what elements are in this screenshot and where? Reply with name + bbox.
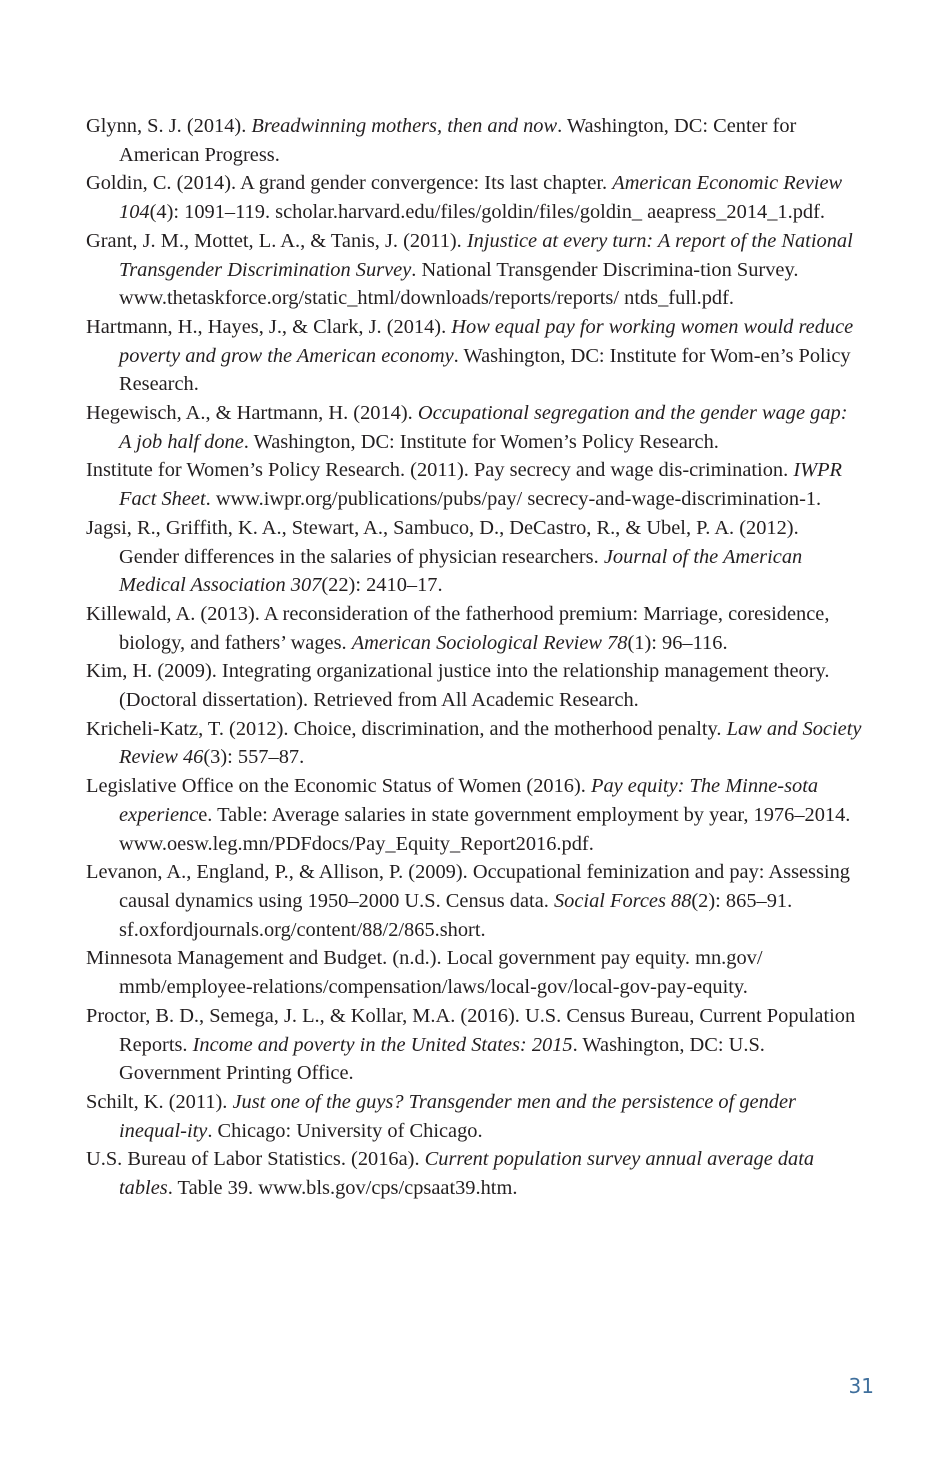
reference-entry-hegewisch xyxy=(86,399,862,456)
reference-italic-title: Current population survey annual average data tables xyxy=(119,1148,815,1200)
reference-list xyxy=(86,112,862,1203)
reference-plain: Kricheli-Katz, T. (2012). Choice, discrimination, and the motherhood penalty. xyxy=(86,717,727,740)
reference-italic-title: Income and poverty in the United States: 2015 xyxy=(192,1033,573,1056)
reference-plain: Glynn, S. J. (2014). xyxy=(86,115,252,137)
reference-plain: Legislative Office on the Economic Status of Women (2016). xyxy=(86,775,591,798)
reference-entry-killewald xyxy=(86,600,862,657)
reference-plain: . Chicago: University of Chicago. xyxy=(207,1119,483,1142)
reference-entry-jagsi xyxy=(86,514,862,600)
reference-plain: Goldin, C. (2014). A grand gender convergence: Its last chapter. xyxy=(86,172,613,195)
reference-plain: . Washington, DC: Institute for Wom-en’s Policy Research. xyxy=(119,344,851,396)
reference-italic-title: Occupational segregation and the gender wage gap: A job half done xyxy=(119,402,848,453)
reference-plain: . www.iwpr.org/publications/pubs/pay/ secrecy-and-wage-discrimination-1. xyxy=(205,488,822,511)
reference-plain: . Table 39. www.bls.gov/cps/cpsaat39.htm. xyxy=(167,1177,518,1200)
reference-italic-title: How equal pay for working women would reduce poverty and grow the American economy xyxy=(119,315,854,367)
reference-italic-title: American Economic Review 104 xyxy=(119,172,843,224)
reference-plain: Grant, J. M., Mottet, L. A., & Tanis, J. (2011). xyxy=(86,229,467,252)
reference-entry-minnesota-mmb xyxy=(86,944,862,1001)
reference-plain: Institute for Women’s Policy Research. (2011). Pay secrecy and wage dis-crimination. xyxy=(86,459,794,482)
reference-plain: Levanon, A., England, P., & Allison, P. (2009). Occupational feminization and pay: Assessing causal dynamics using 1950–2000 U.S. Census data. xyxy=(86,861,850,912)
reference-entry-hartmann xyxy=(86,313,862,399)
reference-plain: . National Transgender Discrimina-tion Survey. www.thetaskforce.org/static_html/downloads/reports/reports/ ntds_full.pdf. xyxy=(119,258,799,310)
reference-plain: Jagsi, R., Griffith, K. A., Stewart, A., Sambuco, D., DeCastro, R., & Ubel, P. A. (2012). Gender differences in the salaries of physician researchers. xyxy=(86,516,799,568)
reference-entry-bls xyxy=(86,1145,862,1202)
reference-italic-title: Journal of the American Medical Association 307 xyxy=(119,545,803,597)
reference-plain: Schilt, K. (2011). xyxy=(86,1090,233,1113)
reference-italic-title: Breadwinning mothers, then and now xyxy=(251,115,558,137)
page-number: 31 xyxy=(848,1374,874,1398)
reference-plain: U.S. Bureau of Labor Statistics. (2016a). xyxy=(86,1148,425,1171)
reference-entry-glynn xyxy=(86,112,862,169)
reference-italic-title: Law and Society Review 46 xyxy=(119,717,862,769)
reference-italic-title: Just one of the guys? Transgender men and the persistence of gender inequal-ity xyxy=(119,1090,796,1142)
reference-entry-legislative-office xyxy=(86,772,862,858)
reference-plain: Minnesota Management and Budget. (n.d.). Local government pay equity. mn.gov/ mmb/employee-relations/compensation/laws/local-gov/local-gov-pay-equity. xyxy=(86,947,763,999)
reference-plain: e. Table: Average salaries in state government employment by year, 1976–2014. www.oesw.leg.mn/PDFdocs/Pay_Equity_Report2016.pdf. xyxy=(119,803,851,855)
reference-entry-levanon xyxy=(86,858,862,944)
reference-entry-kim xyxy=(86,657,862,714)
reference-italic-title: American Sociological Review 78 xyxy=(351,631,628,654)
reference-plain: Killewald, A. (2013). A reconsideration of the fatherhood premium: Marriage, coresidence, biology, and fathers’ wages. xyxy=(86,602,830,654)
reference-plain: . Washington, DC: Center for American Progress. xyxy=(119,115,797,166)
reference-italic-title: Social Forces 88 xyxy=(553,889,692,912)
reference-plain: Proctor, B. D., Semega, J. L., & Kollar, M.A. (2016). U.S. Census Bureau, Current Population Reports. xyxy=(86,1004,856,1056)
reference-entry-goldin xyxy=(86,169,862,226)
reference-plain: (4): 1091–119. scholar.harvard.edu/files/goldin/files/goldin_ aeapress_2014_1.pdf. xyxy=(149,201,825,224)
reference-entry-kricheli-katz xyxy=(86,715,862,772)
reference-plain: (22): 2410–17. xyxy=(321,574,443,597)
reference-italic-title: Pay equity: The Minne-sota experienc xyxy=(119,775,819,826)
reference-italic-title: Injustice at every turn: A report of the National Transgender Discrimination Survey xyxy=(119,229,853,281)
reference-plain: . Washington, DC: Institute for Women’s Policy Research. xyxy=(243,430,719,453)
reference-plain: . Washington, DC: U.S. Government Printing Office. xyxy=(119,1033,765,1085)
reference-entry-grant xyxy=(86,227,862,313)
reference-entry-proctor xyxy=(86,1002,862,1088)
reference-entry-schilt xyxy=(86,1088,862,1145)
reference-italic-title: IWPR Fact Sheet xyxy=(119,459,842,511)
reference-plain: (3): 557–87. xyxy=(203,746,305,769)
reference-plain: Kim, H. (2009). Integrating organizational justice into the relationship management theory. (Doctoral dissertation). Retrieved from All Academic Research. xyxy=(86,660,830,712)
reference-plain: (2): 865–91. sf.oxfordjournals.org/content/88/2/865.short. xyxy=(119,889,793,941)
reference-plain: Hegewisch, A., & Hartmann, H. (2014). xyxy=(86,402,418,425)
reference-plain: Hartmann, H., Hayes, J., & Clark, J. (2014). xyxy=(86,315,452,338)
reference-entry-iwpr xyxy=(86,456,862,513)
reference-plain: (1): 96–116. xyxy=(627,631,728,654)
